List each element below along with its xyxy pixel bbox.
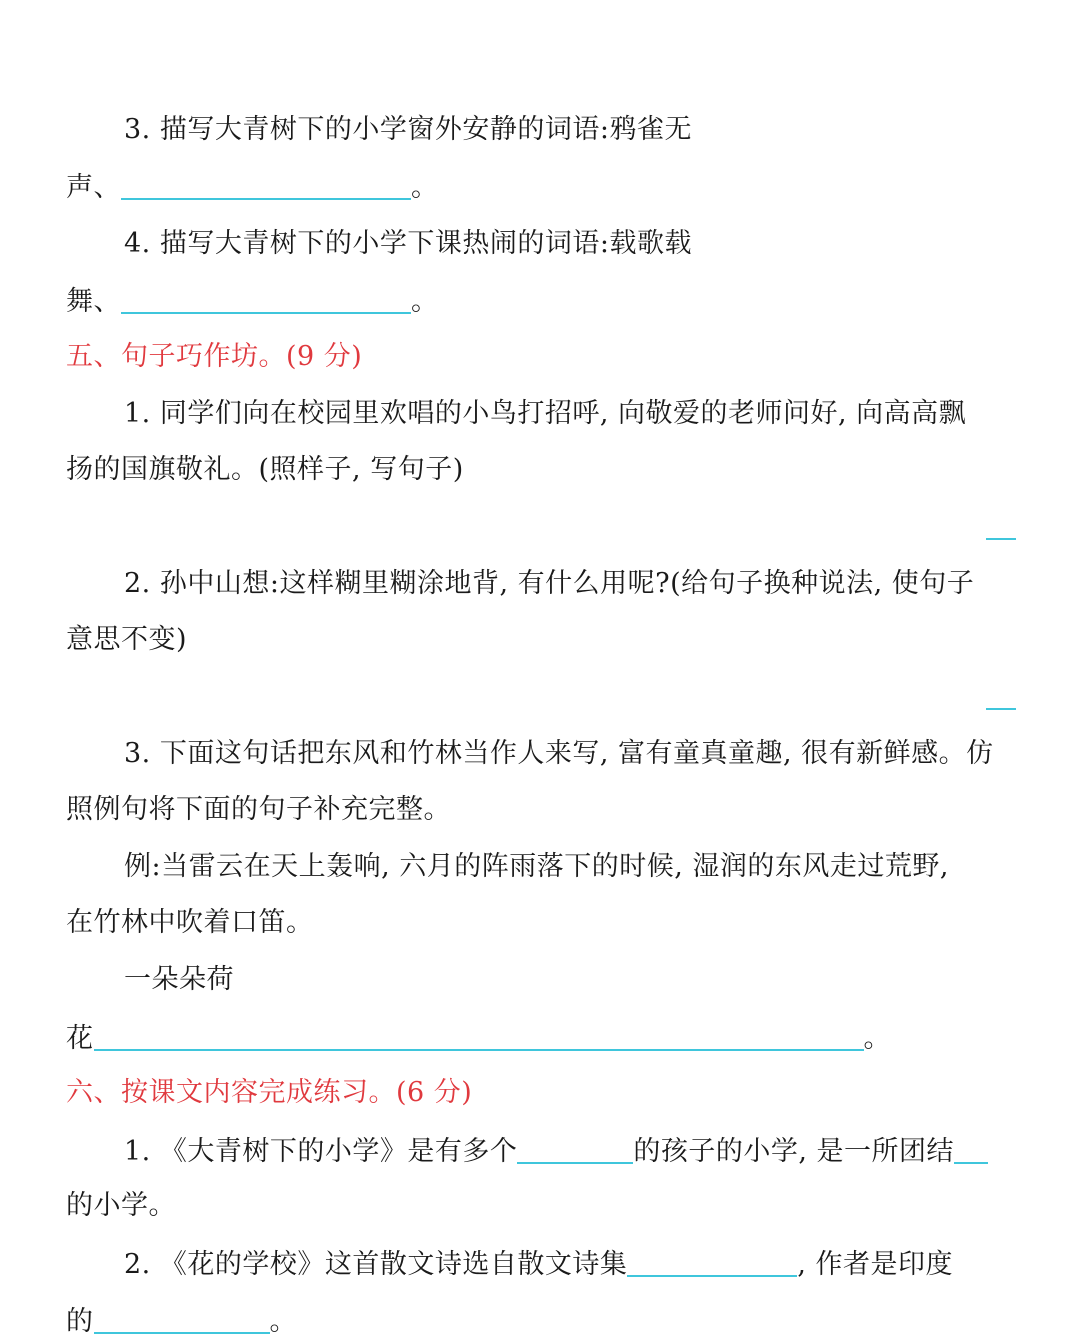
s6-q2-suffix: 。 — [269, 1306, 297, 1337]
section5-heading: 五、句子巧作坊。(9 分) — [66, 341, 363, 372]
s5-prompt-answer-blank[interactable] — [94, 1023, 864, 1051]
s6-q2-prefix: 的 — [66, 1306, 94, 1337]
s6-q2-line2 — [66, 1302, 297, 1340]
s5-prompt-suffix: 。 — [863, 1023, 891, 1054]
q3-prefix: 声、 — [66, 172, 121, 203]
s5-example-line2: 在竹林中吹着口笛。 — [66, 907, 314, 938]
s6-q1-line2: 的小学。 — [66, 1190, 176, 1221]
s5-prompt-prefix: 花 — [66, 1023, 94, 1054]
s6-q2-line1 — [124, 1245, 953, 1283]
q4-prefix: 舞、 — [66, 286, 121, 317]
s5-example-line1: 例:当雷云在天上轰响, 六月的阵雨落下的时候, 湿润的东风走过荒野, — [124, 851, 950, 882]
s6-q1-blank1[interactable] — [517, 1136, 633, 1164]
q3-answer-blank[interactable] — [121, 172, 411, 200]
s5-q1-line1: 1. 同学们向在校园里欢唱的小鸟打招呼, 向敬爱的老师问好, 向高高飘 — [124, 398, 967, 429]
s5-q2-line1: 2. 孙中山想:这样糊里糊涂地背, 有什么用呢?(给句子换种说法, 使句子 — [124, 568, 975, 599]
q3-answer-row — [66, 168, 439, 206]
section6-heading: 六、按课文内容完成练习。(6 分) — [66, 1077, 473, 1108]
s6-q2-part2: , 作者是印度 — [797, 1249, 954, 1280]
s6-q2-blank1[interactable] — [627, 1249, 797, 1277]
q3-word-prompt: 3. 描写大青树下的小学窗外安静的词语:鸦雀无 — [124, 114, 692, 145]
q4-word-prompt: 4. 描写大青树下的小学下课热闹的词语:载歌载 — [124, 228, 692, 259]
q4-answer-blank[interactable] — [121, 286, 411, 314]
s5-q2-answer-blank[interactable] — [986, 708, 1016, 710]
q4-answer-row — [66, 282, 439, 320]
s6-q1-part2: 的孩子的小学, 是一所团结 — [633, 1136, 955, 1167]
s6-q2-part1: 2. 《花的学校》这首散文诗选自散文诗集 — [124, 1249, 628, 1280]
q4-suffix: 。 — [411, 286, 439, 317]
s6-q1-line1 — [124, 1132, 988, 1170]
s5-prompt-line1: 一朵朵荷 — [124, 964, 234, 995]
s5-q3-line1: 3. 下面这句话把东风和竹林当作人来写, 富有童真童趣, 很有新鲜感。仿 — [124, 738, 994, 769]
s5-q2-line2: 意思不变) — [66, 624, 188, 655]
s5-q3-line2: 照例句将下面的句子补充完整。 — [66, 794, 451, 825]
s5-prompt-answer-row — [66, 1019, 891, 1057]
s6-q1-blank2[interactable] — [954, 1136, 988, 1164]
q3-suffix: 。 — [411, 172, 439, 203]
s5-q1-answer-blank[interactable] — [986, 538, 1016, 540]
s5-q1-line2: 扬的国旗敬礼。(照样子, 写句子) — [66, 454, 464, 485]
s6-q2-blank2[interactable] — [94, 1306, 270, 1334]
s6-q1-part1: 1. 《大青树下的小学》是有多个 — [124, 1136, 518, 1167]
